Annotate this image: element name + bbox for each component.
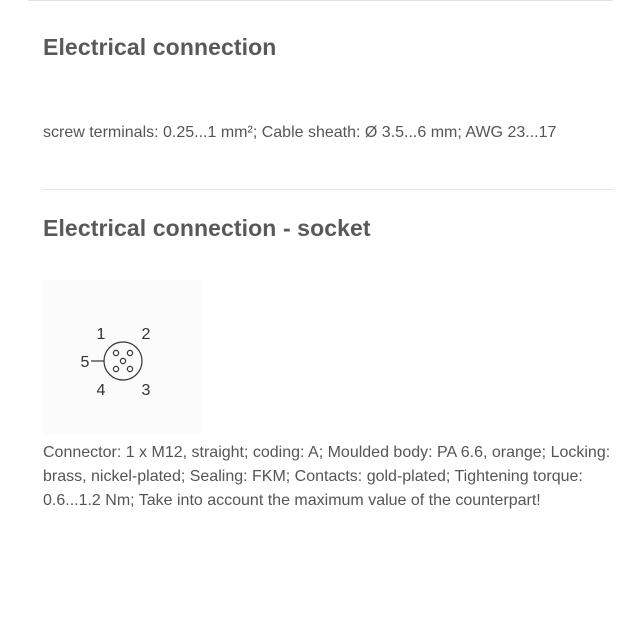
socket-pinout-diagram (43, 280, 201, 435)
pin-label-3: 3 (141, 382, 151, 399)
pin-label-2: 2 (141, 326, 151, 343)
pin-3-contact (127, 366, 132, 371)
socket-pinout-icon (43, 280, 201, 435)
electrical-connection-details: screw terminals: 0.25...1 mm²; Cable sheath: Ø 3.5...6 mm; AWG 23...17 (43, 124, 557, 141)
pin-4-contact (113, 366, 118, 371)
section-title-electrical-connection: Electrical connection (43, 34, 277, 60)
pin-label-1: 1 (96, 326, 106, 343)
pin-label-4: 4 (96, 382, 106, 399)
socket-body-outline (104, 342, 142, 380)
section-title-electrical-connection-socket: Electrical connection - socket (43, 215, 371, 241)
section-divider (43, 189, 613, 190)
pin-label-5: 5 (80, 354, 90, 371)
pin-2-contact (127, 350, 132, 355)
pin-1-contact (113, 350, 118, 355)
socket-connector-details: Connector: 1 x M12, straight; coding: A; Moulded body: PA 6.6, orange; Locking: brass, nickel-plated; Sealing: FKM; Contacts: gold-plated; Tightening torque: 0.6...1.2 Nm; Take into account the maximum value of the counterpart! (43, 444, 611, 509)
pin-5-contact (120, 358, 125, 363)
top-divider (28, 0, 613, 1)
